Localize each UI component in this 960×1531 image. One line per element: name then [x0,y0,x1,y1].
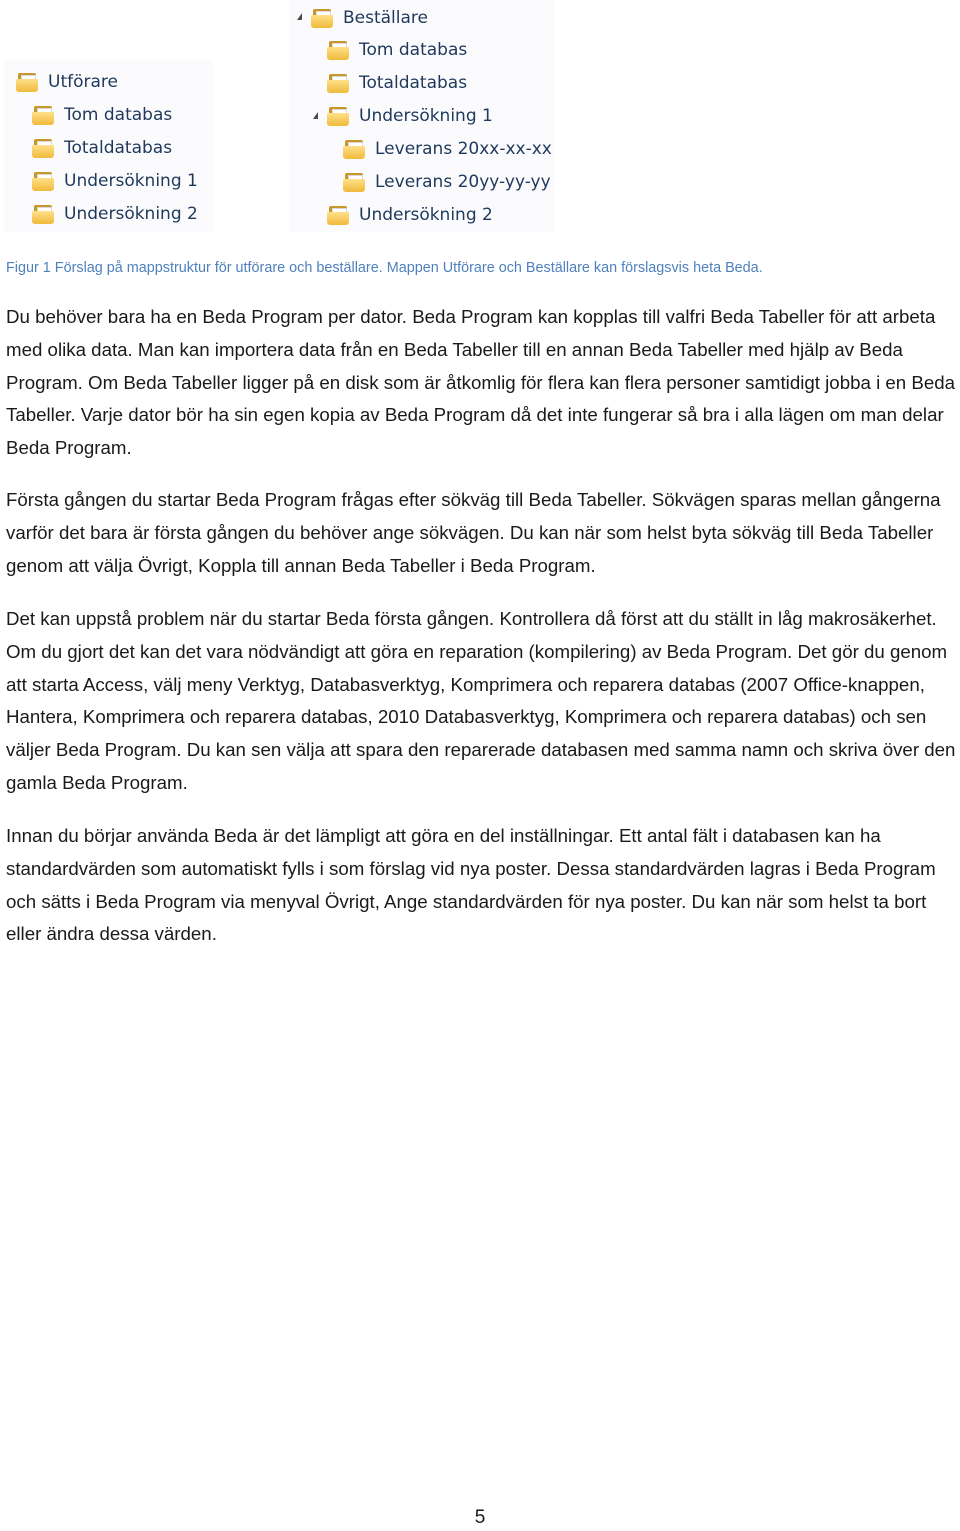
tree-node-undersokning-1[interactable] [327,101,493,131]
folder-icon [16,73,38,92]
folder-icon [327,41,349,60]
tree-node-label: Totaldatabas [359,73,468,93]
paragraph-2: Första gången du startar Beda Program frågas efter sökväg till Beda Tabeller. Sökvägen sparas mellan gångerna varför det bara är första gången du behöver ange sökvägen. Du kan när som helst byta sökväg till Beda Tabeller genom att välja Övrigt, Koppla till annan Beda Tabeller i Beda Program. [6,489,941,576]
tree-node-bestallare[interactable] [311,3,428,33]
paragraph-4: Innan du börjar använda Beda är det lämpligt att göra en del inställningar. Ett antal fält i databasen kan ha standardvärden som automatiskt fylls i som förslag vid nya poster. Dessa standardvärden lagras i Beda Program och sätts i Beda Program via menyval Övrigt, Ange standardvärden för nya poster. Du kan när som helst ta bort eller ändra dessa värden. [6,825,936,945]
tree-node-label: Undersökning 1 [64,171,198,191]
paragraph-3: Det kan uppstå problem när du startar Beda första gången. Kontrollera då först att du ställt in låg makrosäkerhet. Om du gjort det kan det vara nödvändigt att göra en reparation (kompilering) av Beda Program. Det gör du genom att starta Access, välj meny Verktyg, Databasverktyg, Komprimera och reparera databas (2007 Office-knappen, Hantera, Komprimera och reparera databas, 2010 Databasverktyg, Komprimera och reparera databas) och sen väljer Beda Program. Du kan sen välja att spara den reparerade databasen med samma namn och skriva över den gamla Beda Program. [6,608,956,793]
tree-node-leverans-20xx[interactable] [343,134,552,164]
tree-node-label: Tom databas [359,40,468,60]
folder-icon [343,173,365,192]
folder-tree-bestallare [289,0,555,232]
tree-node-undersokning-1[interactable] [32,166,198,196]
tree-node-label: Undersökning 2 [359,205,493,225]
tree-node-tom-databas[interactable] [327,35,467,65]
tree-node-totaldatabas[interactable] [327,68,467,98]
expand-arrow-icon[interactable] [313,112,318,119]
tree-node-leverans-20yy[interactable] [343,167,551,197]
tree-node-tom-databas[interactable] [32,100,172,130]
folder-icon [327,107,349,126]
folder-icon [327,74,349,93]
expand-arrow-icon[interactable] [297,13,302,20]
folder-icon [327,206,349,225]
folder-icon [32,205,54,224]
tree-node-label: Totaldatabas [64,138,173,158]
folder-icon [32,172,54,191]
tree-node-label: Utförare [48,72,118,92]
folder-icon [32,139,54,158]
folder-icon [311,9,333,28]
tree-node-label: Beställare [343,8,428,28]
tree-node-undersokning-2[interactable] [32,199,198,229]
paragraph-1: Du behöver bara ha en Beda Program per dator. Beda Program kan kopplas till valfri Beda Tabeller för att arbeta med olika data. Man kan importera data från en Beda Tabeller till en annan Beda Tabeller med hjälp av Beda Program. Om Beda Tabeller ligger på en disk som är åtkomlig för flera kan flera personer samtidigt jobba i en Beda Tabeller. Varje dator bör ha sin egen kopia av Beda Program då det inte fungerar så bra i alla lägen om man delar Beda Program. [6,306,956,459]
folder-tree-utforare [4,60,214,232]
tree-node-label: Leverans 20xx-xx-xx [375,139,552,159]
tree-node-label: Leverans 20yy-yy-yy [375,172,551,192]
tree-node-label: Undersökning 2 [64,204,198,224]
folder-icon [343,140,365,159]
page-number: 5 [474,1507,486,1528]
tree-node-totaldatabas[interactable] [32,133,172,163]
tree-node-undersokning-2[interactable] [327,200,493,230]
tree-node-utforare[interactable] [16,67,118,97]
figure-caption: Figur 1 Förslag på mappstruktur för utförare och beställare. Mappen Utförare och Beställare kan förslagsvis heta Beda. [6,260,763,276]
tree-node-label: Undersökning 1 [359,106,493,126]
folder-icon [32,106,54,125]
tree-node-label: Tom databas [64,105,173,125]
